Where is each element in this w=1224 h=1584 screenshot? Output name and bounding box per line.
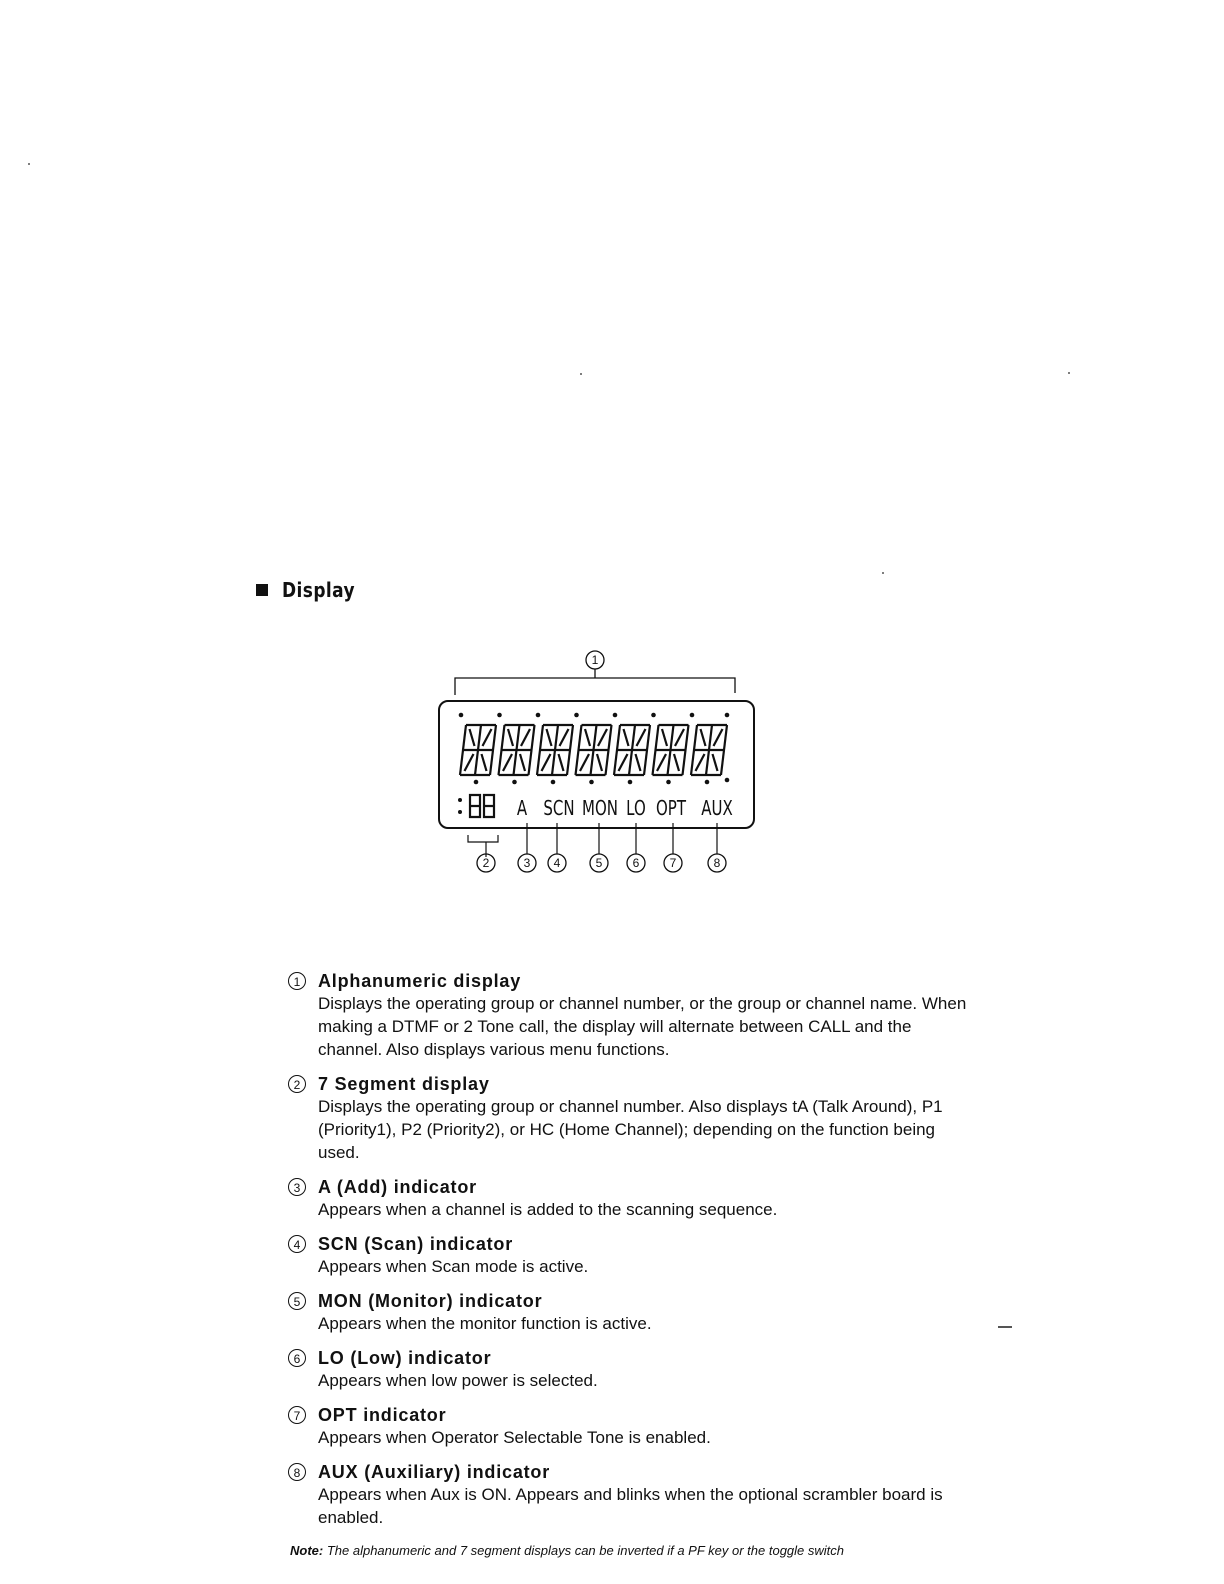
item-number-marker: 8: [288, 1463, 306, 1481]
item-title: A (Add) indicator: [318, 1177, 477, 1197]
note-label: Note:: [290, 1543, 324, 1558]
item-description: Displays the operating group or channel number. Also displays tA (Talk Around), P1 (Priority1), P2 (Priority2), or HC (Home Channel); depending on the function being used.: [318, 1097, 943, 1162]
description-list: [288, 970, 968, 1541]
item-title: OPT indicator: [318, 1405, 447, 1425]
indicator-label: SCN: [543, 798, 575, 821]
scan-speck: [28, 163, 30, 165]
seven-segment-digit: [470, 795, 480, 817]
item-number-marker: 4: [288, 1235, 306, 1253]
item-description: Appears when Operator Selectable Tone is enabled.: [318, 1428, 711, 1447]
alphanumeric-bracket: [455, 678, 735, 695]
callout-label: 4: [553, 856, 561, 870]
callout-label: 7: [669, 856, 677, 870]
callout-label: 8: [713, 856, 721, 870]
description-item: [288, 1290, 968, 1335]
item-number-marker: 7: [288, 1406, 306, 1424]
callout-label: 2: [482, 856, 490, 870]
item-title: AUX (Auxiliary) indicator: [318, 1462, 551, 1482]
indicator-label: MON: [582, 798, 618, 821]
item-title: SCN (Scan) indicator: [318, 1234, 514, 1254]
callout-1-label: 1: [591, 653, 599, 667]
alphanumeric-digit: [690, 713, 727, 785]
scan-mark: [998, 1326, 1012, 1328]
alphanumeric-digit: [497, 713, 534, 785]
description-item: [288, 1073, 968, 1164]
description-item: [288, 970, 968, 1061]
indicator-labels: [517, 798, 733, 821]
alphanumeric-digit: [536, 713, 573, 785]
alphanumeric-digits: [459, 713, 730, 785]
description-item: [288, 1404, 968, 1449]
item-description: Displays the operating group or channel number, or the group or channel name. When making a DTMF or 2 Tone call, the display will alternate between CALL and the channel. Also displays various menu functions.: [318, 994, 967, 1059]
description-item: [288, 1233, 968, 1278]
item-number-marker: 1: [288, 972, 306, 990]
scan-speck: [580, 373, 582, 375]
square-bullet-icon: [256, 584, 268, 596]
indicator-label: AUX: [701, 798, 733, 821]
alphanumeric-digit: [613, 713, 650, 785]
item-description: Appears when Scan mode is active.: [318, 1257, 589, 1276]
description-item: [288, 1461, 968, 1529]
item-title: 7 Segment display: [318, 1074, 490, 1094]
callout-label: 6: [632, 856, 640, 870]
seven-segment-digits: [458, 795, 494, 817]
bottom-callouts: [468, 823, 726, 872]
note: [290, 1543, 990, 1558]
indicator-label: A: [516, 798, 528, 821]
scan-speck: [1068, 372, 1070, 374]
item-number-marker: 3: [288, 1178, 306, 1196]
description-item: [288, 1347, 968, 1392]
indicator-label: LO: [626, 798, 646, 821]
item-description: Appears when the monitor function is active.: [318, 1314, 652, 1333]
alphanumeric-digit: [651, 713, 688, 785]
item-description: Appears when a channel is added to the scanning sequence.: [318, 1200, 778, 1219]
item-number-marker: 6: [288, 1349, 306, 1367]
description-item: [288, 1176, 968, 1221]
seven-segment-digit: [484, 795, 494, 817]
item-title: Alphanumeric display: [318, 971, 522, 991]
item-title: LO (Low) indicator: [318, 1348, 492, 1368]
section-title: Display: [282, 578, 356, 602]
section-heading: [256, 578, 368, 602]
note-text: The alphanumeric and 7 segment displays can be inverted if a PF key or the toggle switch: [326, 1543, 844, 1558]
alphanumeric-digit: [459, 713, 496, 785]
callout-label: 3: [523, 856, 531, 870]
lcd-display-diagram: [430, 645, 770, 885]
item-description: Appears when low power is selected.: [318, 1371, 598, 1390]
item-title: MON (Monitor) indicator: [318, 1291, 543, 1311]
scan-speck: [882, 572, 884, 574]
item-number-marker: 5: [288, 1292, 306, 1310]
callout-label: 5: [595, 856, 603, 870]
item-number-marker: 2: [288, 1075, 306, 1093]
indicator-label: OPT: [656, 798, 686, 821]
item-description: Appears when Aux is ON. Appears and blinks when the optional scrambler board is enabled.: [318, 1485, 943, 1527]
alphanumeric-digit: [574, 713, 611, 785]
